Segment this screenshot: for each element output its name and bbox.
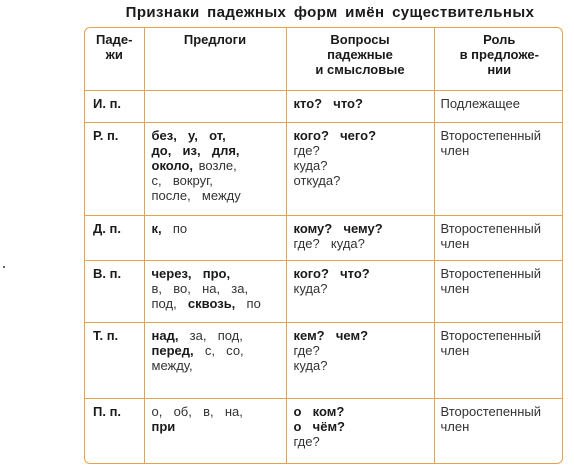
plain-segment: под, [151,295,188,311]
role-cell [434,260,563,322]
plain-segment: куда? [293,357,328,373]
bold-segment: без, у, от, [151,127,226,143]
q-line [294,158,428,173]
prep-line [152,173,280,188]
plain-segment: откуда? [293,172,341,188]
case-label: В. п. [93,265,122,281]
header-case-text: Паде- жи [96,32,133,62]
bold-segment: к, [151,221,162,237]
plain-segment: после, между [151,187,241,203]
plain-segment: куда? [293,280,328,296]
role-cell [434,90,563,122]
header-prepositions [144,28,286,90]
table-row [85,260,563,322]
prep-line [152,266,280,281]
questions-cell [286,122,434,215]
prep-line [152,358,280,373]
prepositions-cell [144,322,286,398]
plain-segment: где? [293,434,320,450]
table-row [85,322,563,398]
bold-segment: около, [151,157,194,173]
case-label: Д. п. [93,221,121,237]
case-label: И. п. [93,95,122,111]
plain-segment: где? [293,142,320,158]
case-label: Р. п. [93,127,119,143]
q-line [294,343,428,358]
page-title: Признаки падежных форм имён существительных [125,4,535,21]
role-cell [434,399,563,463]
table-row [85,216,563,260]
header-prepositions-text: Предлоги [183,32,247,47]
role-text: Подлежащее [440,95,520,111]
bold-segment: кого? что? [293,265,370,281]
prep-line [152,328,280,343]
prepositions-cell [144,260,286,322]
prep-line [152,419,280,434]
role-text: Второстепенный член [440,327,542,358]
plain-segment: возле, [193,157,237,173]
q-line [294,266,428,281]
prep-line [152,128,280,143]
plain-segment: между, [151,357,193,373]
role-cell [434,322,563,398]
q-line [294,236,428,251]
prepositions-cell [144,90,286,122]
prep-line [152,158,280,173]
plain-segment: по [161,221,188,237]
prep-line [152,188,280,203]
q-line [294,434,428,449]
q-line [294,358,428,373]
prep-line [152,404,280,419]
prep-line [152,143,280,158]
bold-segment: о ком? [293,404,345,420]
case-table-frame [84,27,563,464]
case-cell [85,90,144,122]
case-cell [85,122,144,215]
questions-cell [286,322,434,398]
plain-segment: где? куда? [293,236,365,252]
bold-segment: кем? чем? [293,327,369,343]
header-questions-text: Вопросы падежные и смысловые [315,32,405,77]
prep-line [152,221,280,236]
bold-segment: кого? чего? [293,127,377,143]
header-row [85,28,563,90]
questions-cell [286,260,434,322]
prep-line [152,296,280,311]
bold-segment: над, [151,327,179,343]
plain-segment: по [235,295,261,311]
role-cell [434,122,563,215]
table-row [85,90,563,122]
case-cell [85,322,144,398]
bold-segment: о чём? [293,419,345,435]
prepositions-cell [144,399,286,463]
q-line [294,281,428,296]
plain-segment: о, об, в, на, [151,404,243,420]
prep-line [152,281,280,296]
plain-segment: за, под, [178,327,243,343]
bold-segment: перед, [151,342,194,358]
header-questions [286,28,434,90]
plain-segment: куда? [293,157,328,173]
header-role [434,28,563,90]
questions-cell [286,90,434,122]
bold-segment: до, из, для, [151,142,240,158]
q-line [294,328,428,343]
stray-dot [3,266,5,268]
role-cell [434,216,563,260]
bold-segment: через, про, [151,265,231,281]
questions-cell [286,399,434,463]
role-text: Второстепенный член [440,265,542,296]
header-role-text: Роль в предложе- нии [459,32,539,77]
case-label: Т. п. [93,327,119,343]
prep-line [152,343,280,358]
plain-segment: в, во, на, за, [151,280,249,296]
case-table [85,28,563,463]
role-text: Второстепенный член [440,404,542,435]
header-case [85,28,144,90]
prepositions-cell [144,122,286,215]
plain-segment: где? [293,342,320,358]
bold-segment: кто? что? [293,95,363,111]
q-line [294,96,428,111]
case-cell [85,216,144,260]
case-cell [85,399,144,463]
case-cell [85,260,144,322]
questions-cell [286,216,434,260]
prepositions-cell [144,216,286,260]
q-line [294,221,428,236]
bold-segment: кому? чему? [293,221,383,237]
plain-segment: с, вокруг, [151,172,213,188]
table-row [85,122,563,215]
q-line [294,143,428,158]
case-label: П. п. [93,404,122,420]
q-line [294,128,428,143]
role-text: Второстепенный член [440,221,542,252]
q-line [294,419,428,434]
table-row [85,399,563,463]
q-line [294,404,428,419]
role-text: Второстепенный член [440,127,542,158]
q-line [294,173,428,188]
bold-segment: при [151,419,176,435]
plain-segment: с, со, [193,342,244,358]
bold-segment: сквозь, [187,295,236,311]
